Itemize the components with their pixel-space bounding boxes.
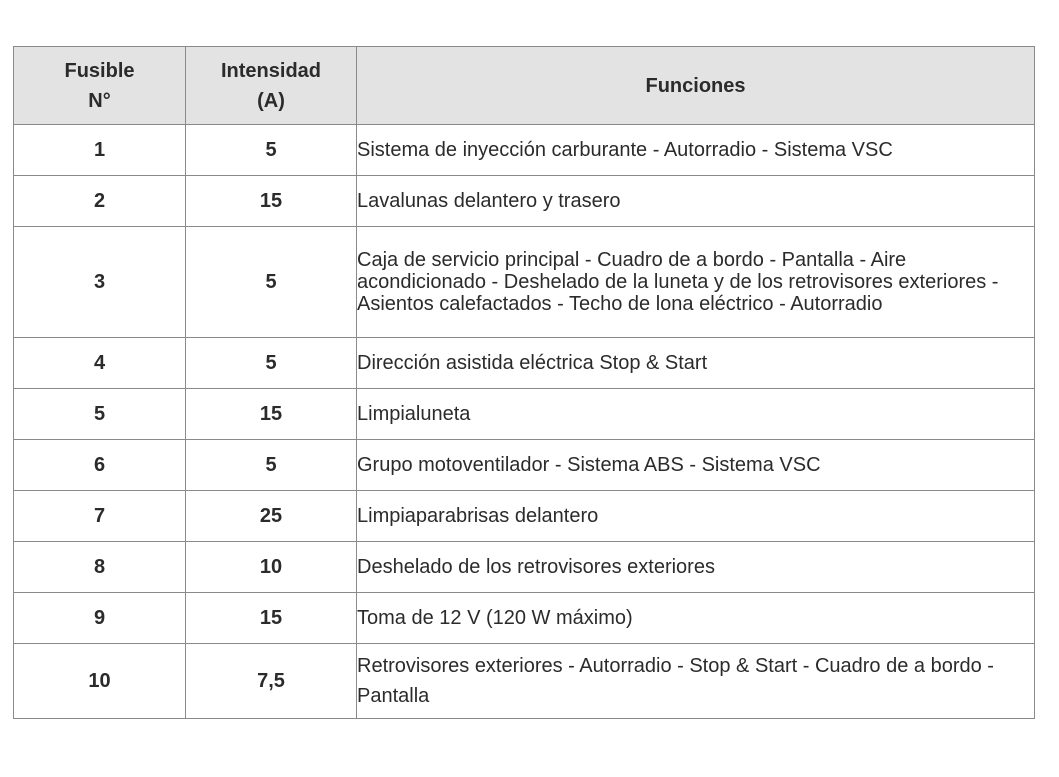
header-current-line1: Intensidad (220, 59, 321, 82)
table-row (14, 440, 1035, 491)
table-body (14, 125, 1035, 719)
table-row (14, 227, 1035, 338)
current-cell: 5 (186, 338, 357, 389)
functions-cell: Grupo motoventilador - Sistema ABS - Sistema VSC (357, 440, 1035, 491)
functions-cell: Limpiaparabrisas delantero (357, 491, 1035, 542)
current-cell: 5 (186, 125, 357, 176)
table-row (14, 593, 1035, 644)
fuse-number-cell: 3 (14, 227, 186, 338)
table-row (14, 389, 1035, 440)
fuse-number-cell: 1 (14, 125, 186, 176)
fuse-number-cell: 4 (14, 338, 186, 389)
table-header (14, 47, 1035, 125)
fuse-number-cell: 5 (14, 389, 186, 440)
current-cell: 5 (186, 440, 357, 491)
current-cell: 10 (186, 542, 357, 593)
current-cell: 25 (186, 491, 357, 542)
table-row (14, 125, 1035, 176)
current-cell: 7,5 (186, 644, 357, 719)
header-fuse-number (14, 47, 186, 125)
header-row (14, 47, 1035, 125)
table-row (14, 644, 1035, 719)
fuse-number-cell: 6 (14, 440, 186, 491)
current-cell: 5 (186, 227, 357, 338)
header-current (186, 47, 357, 125)
table-row (14, 338, 1035, 389)
fuse-number-cell: 2 (14, 176, 186, 227)
header-fuse-line1: Fusible (64, 59, 135, 82)
fuse-number-cell: 10 (14, 644, 186, 719)
header-functions: Funciones (357, 47, 1035, 125)
functions-cell: Dirección asistida eléctrica Stop & Start (357, 338, 1035, 389)
fuse-number-cell: 7 (14, 491, 186, 542)
functions-cell: Lavalunas delantero y trasero (357, 176, 1035, 227)
functions-cell: Limpialuneta (357, 389, 1035, 440)
table-row (14, 176, 1035, 227)
current-cell: 15 (186, 389, 357, 440)
table-row (14, 542, 1035, 593)
fuse-table (13, 46, 1035, 719)
fuse-number-cell: 9 (14, 593, 186, 644)
fuse-number-cell: 8 (14, 542, 186, 593)
header-current-line2: (A) (257, 89, 285, 112)
table-row (14, 491, 1035, 542)
current-cell: 15 (186, 176, 357, 227)
functions-cell: Caja de servicio principal - Cuadro de a bordo - Pantalla - Aire acondicionado - Deshelado de la luneta y de los retrovisores exteriores - Asientos calefactados - Techo de lona eléctrico - Autorradio (357, 227, 1035, 338)
functions-cell: Toma de 12 V (120 W máximo) (357, 593, 1035, 644)
current-cell: 15 (186, 593, 357, 644)
functions-cell: Retrovisores exteriores - Autorradio - Stop & Start - Cuadro de a bordo - Pantalla (357, 644, 1035, 719)
functions-cell: Sistema de inyección carburante - Autorradio - Sistema VSC (357, 125, 1035, 176)
header-fuse-line2: N° (88, 89, 111, 112)
functions-cell: Deshelado de los retrovisores exteriores (357, 542, 1035, 593)
